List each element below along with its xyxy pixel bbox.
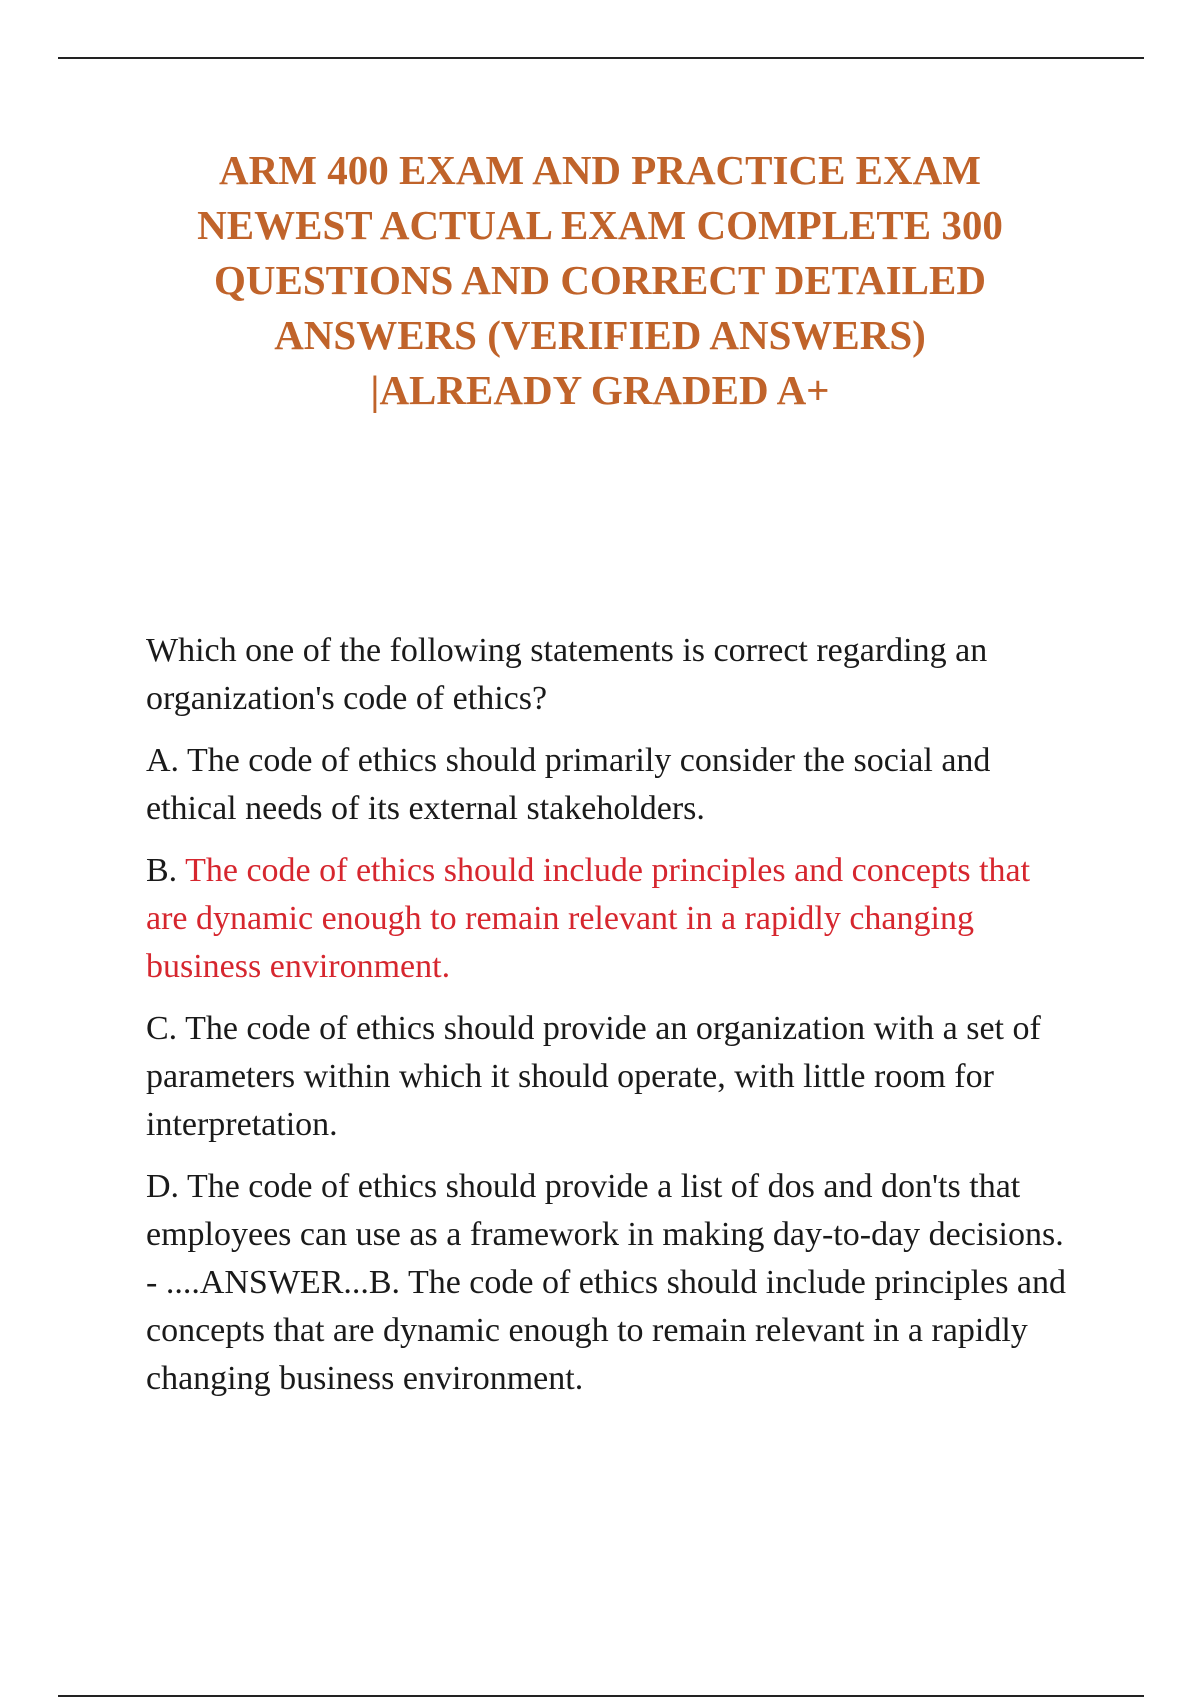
title-line-2: NEWEST ACTUAL EXAM COMPLETE 300 [197,202,1003,248]
title-line-3: QUESTIONS AND CORRECT DETAILED [214,257,986,303]
document-title [130,143,1070,418]
option-b [146,847,1076,991]
option-d [146,1163,1076,1403]
title-line-4: ANSWERS (VERIFIED ANSWERS) [274,312,926,358]
question-stem: Which one of the following statements is correct regarding an organization's code of ethics? [146,632,988,717]
question-block [146,627,1076,1417]
bottom-rule [58,1695,1144,1697]
option-d-text: D. The code of ethics should provide a list of dos and don'ts that employees can use as a framework in making day-to-day decisions. [146,1168,1064,1253]
title-line-1: ARM 400 EXAM AND PRACTICE EXAM [219,147,981,193]
option-a: A. The code of ethics should primarily consider the social and ethical needs of its external stakeholders. [146,742,991,827]
answer-text: - ....ANSWER...B. The code of ethics should include principles and concepts that are dynamic enough to remain relevant in a rapidly changing business environment. [146,1264,1067,1397]
option-c: C. The code of ethics should provide an organization with a set of parameters within which it should operate, with little room for interpretation. [146,1010,1041,1143]
option-b-prefix: B. [146,852,186,889]
title-line-5: |ALREADY GRADED A+ [370,367,830,413]
option-b-correct-text: The code of ethics should include principles and concepts that are dynamic enough to remain relevant in a rapidly changing business environment. [146,852,1031,985]
top-rule [58,57,1144,59]
